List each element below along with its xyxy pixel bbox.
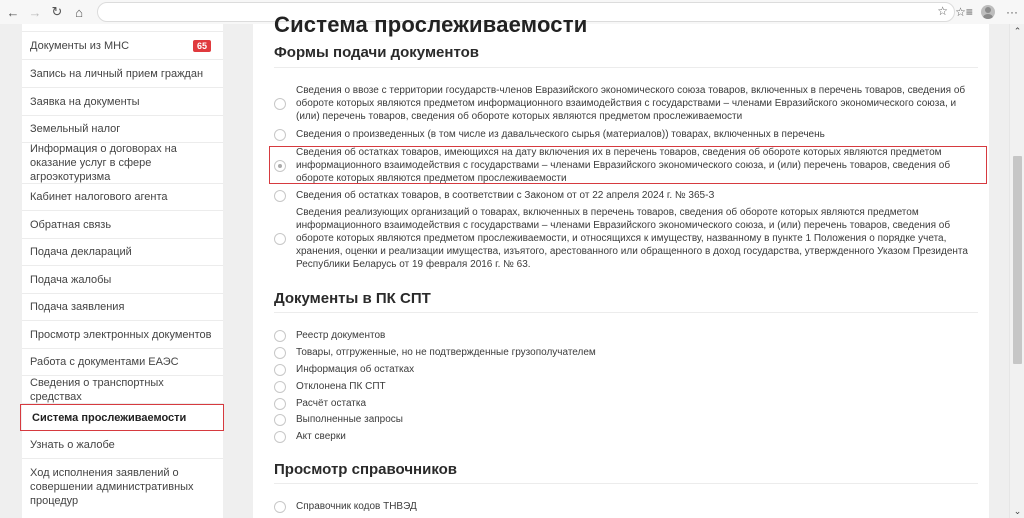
sidebar-item-label: Сведения о транспортных средствах [30,376,164,403]
section-title-pk-spt-documents: Документы в ПК СПТ [274,290,431,307]
option-label: Расчёт остатка [296,398,367,409]
sidebar-item-complaint-status[interactable] [22,431,223,459]
option-label: Информация об остатках [296,364,415,375]
sidebar-item-label: Запись на личный прием граждан [30,67,204,80]
sidebar-item-label: Кабинет налогового агента [30,191,168,203]
radio-option-balance-calculation[interactable] [274,397,366,410]
unread-count-badge: 65 [193,40,211,52]
radio-button[interactable] [274,414,286,426]
radio-button[interactable] [274,431,286,443]
main-content [253,12,989,518]
radio-option-produced-goods[interactable] [274,128,976,141]
sidebar-item-vehicles[interactable] [22,376,223,404]
sidebar-item-appointment[interactable] [22,60,223,88]
sidebar-item-label: Обратная связь [30,218,112,231]
option-label: Справочник кодов ТНВЭД [296,501,417,512]
sidebar-item-label: Просмотр электронных документов [30,328,212,341]
more-menu-icon[interactable]: ··· [1006,5,1018,19]
radio-button[interactable] [274,330,286,342]
avatar-icon [981,5,995,19]
scroll-down-arrow-icon[interactable]: ⌄ [1013,505,1022,516]
option-label: Реестр документов [296,330,386,341]
radio-button[interactable] [274,129,286,141]
sidebar-item-admin-procedures[interactable] [22,459,223,515]
sidebar-item-e-documents[interactable] [22,321,223,349]
sidebar-item-agrotourism[interactable] [22,143,223,184]
back-arrow-icon[interactable]: ← [6,4,20,20]
scroll-up-arrow-icon[interactable]: ⌃ [1013,25,1022,36]
radio-option-reconciliation-act[interactable] [274,430,346,443]
radio-option-import-info[interactable] [274,84,976,123]
sidebar-item-label: Земельный налог [30,123,121,135]
sidebar-item-label: Подача жалобы [30,273,112,286]
sidebar-item-label: Документы из МНС [30,39,130,52]
radio-option-tnved-codes[interactable] [274,500,417,513]
sidebar-item-declarations[interactable] [22,239,223,266]
section-title-reference-books: Просмотр справочников [274,461,458,478]
scrollbar-thumb[interactable] [1013,156,1022,364]
reload-icon[interactable]: ↻ [51,4,63,19]
option-label: Акт сверки [296,431,346,442]
sidebar-item-traceability[interactable] [20,404,224,431]
option-label: Товары, отгруженные, но не подтвержденные грузополучателем [296,347,596,358]
radio-option-unconfirmed-shipments[interactable] [274,346,596,359]
option-label: Сведения об остатках товаров, имеющихся на дату включения их в перечень товаров, сведения об обороте которых являются предметом информационного взаимодействия с государствами – членами Евразийского экономического союза, и (или) перечень товаров, сведения об обороте которых являются предметом прослеживаемости [296,147,951,184]
home-icon[interactable]: ⌂ [75,4,83,20]
radio-button[interactable] [274,501,286,513]
sidebar-item-land-tax[interactable] [22,116,223,143]
radio-option-completed-requests[interactable] [274,413,403,426]
page-title: Система прослеживаемости [274,12,588,37]
option-label: Сведения о ввозе с территории государств-членов Евразийского экономического союза товаров, включенных в перечень товаров, сведения об обороте которых являются предметом информационного взаимодействия с государствами – членами Евразийского экономического союза, и (или) перечень товаров, сведения об обороте которых являются предметом прослеживаемости [296,85,966,122]
sidebar-item-label: Заявка на документы [30,95,140,108]
sidebar-item-label: Узнать о жалобе [30,438,115,451]
radio-button[interactable] [274,190,286,202]
favorites-icon[interactable]: ☆≡ [955,5,973,19]
radio-button-selected[interactable] [274,160,286,172]
radio-button[interactable] [274,398,286,410]
radio-button[interactable] [274,364,286,376]
option-label: Сведения об остатках товаров, в соответствии с Законом от от 22 апреля 2024 г. № 365-З [296,190,715,201]
option-label: Сведения о произведенных (в том числе из давальческого сырья (материалов)) товарах, включенных в перечень [296,129,825,140]
radio-option-stock-law-365[interactable] [274,189,976,202]
sidebar [22,24,223,518]
sidebar-item-label: Работа с документами ЕАЭС [30,356,179,368]
sidebar-item-feedback[interactable] [22,211,223,239]
sidebar-item-document-request[interactable] [22,88,223,116]
sidebar-item-application[interactable] [22,294,223,321]
section-title-submission-forms: Формы подачи документов [274,44,479,61]
radio-button[interactable] [274,381,286,393]
page [0,12,1024,518]
radio-button[interactable] [274,233,286,245]
sidebar-item-label: Подача деклараций [30,246,132,258]
sidebar-top-divider [22,24,223,32]
radio-option-rejected[interactable] [274,380,386,393]
option-label: Выполненные запросы [296,414,403,425]
favorite-star-icon[interactable]: ☆ [937,4,948,18]
option-label: Сведения реализующих организаций о товарах, включенных в перечень товаров, сведения об обороте которых являются предметом информационного взаимодействия с государствами – членами Евразийского экономического союза, и (или) перечень товаров, сведения об обороте которых являются предметом прослеживаемости, и относящихся к имуществу, названному в пункте 1 Положения о порядке учета, хранения, оценки и реализации имущества, изъятого, арестованного или обращенного в доход государства, утвержденного Указом Президента Республики Беларусь от 19 февраля 2016 г. № 63. [296,207,968,270]
radio-option-stock-balances[interactable] [274,146,976,185]
radio-button[interactable] [274,347,286,359]
radio-option-stock-info[interactable] [274,363,414,376]
sidebar-item-label: Система прослеживаемости [32,411,187,424]
radio-button[interactable] [274,98,286,110]
sidebar-item-tax-agent[interactable] [22,184,223,211]
forward-arrow-icon[interactable]: → [28,4,42,20]
option-label: Отклонена ПК СПТ [296,381,386,392]
sidebar-item-label: Ход исполнения заявлений о совершении административных процедур [30,467,194,507]
section-divider [274,312,978,313]
sidebar-item-label: Информация о договорах на оказание услуг в сфере агроэкотуризма [30,143,177,183]
vertical-scrollbar[interactable] [1009,24,1024,518]
sidebar-item-label: Подача заявления [30,301,125,313]
sidebar-item-documents-mns[interactable] [22,32,223,60]
profile-button[interactable] [976,0,1000,24]
sidebar-item-eaeu-documents[interactable] [22,349,223,376]
section-divider [274,67,978,68]
radio-option-document-registry[interactable] [274,329,385,342]
section-divider [274,483,978,484]
radio-option-selling-organizations[interactable] [274,206,976,271]
sidebar-item-complaint[interactable] [22,266,223,294]
